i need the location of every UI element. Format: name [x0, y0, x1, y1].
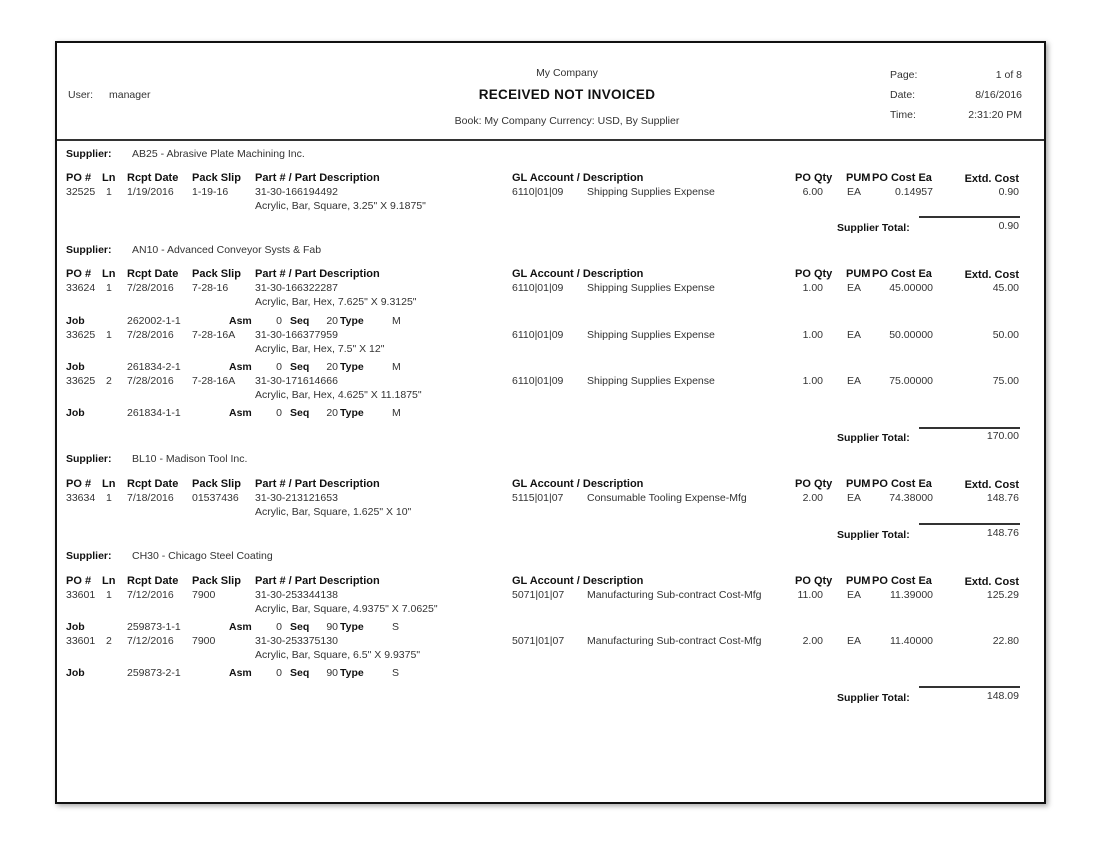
gl-description: Shipping Supplies Expense — [587, 282, 715, 294]
seq-value: 90 — [326, 667, 338, 679]
extended-cost: 125.29 — [986, 589, 1019, 601]
po-number: 33601 — [66, 635, 96, 647]
col-header-gl-account: GL Account / Description — [512, 575, 644, 587]
supplier-total-value: 148.76 — [986, 527, 1019, 539]
asm-value: 0 — [276, 621, 282, 633]
pack-slip: 7-28-16 — [192, 282, 229, 294]
extended-cost: 45.00 — [992, 282, 1019, 294]
col-header-pack-slip: Pack Slip — [192, 478, 241, 490]
col-header-gl-account: GL Account / Description — [512, 268, 644, 280]
supplier-name: CH30 - Chicago Steel Coating — [132, 550, 273, 562]
po-qty: 6.00 — [802, 186, 823, 198]
page-value: 1 of 8 — [995, 69, 1022, 81]
part-description: Acrylic, Bar, Square, 3.25" X 9.1875" — [255, 200, 426, 212]
total-rule — [919, 523, 1020, 525]
seq-label: Seq — [290, 667, 310, 679]
job-label: Job — [66, 621, 85, 633]
seq-value: 20 — [326, 315, 338, 327]
line-number: 1 — [106, 492, 112, 504]
col-header-rcpt-date: Rcpt Date — [127, 575, 179, 587]
total-rule — [919, 686, 1020, 688]
job-number: 261834-2-1 — [127, 361, 181, 373]
po-number: 32525 — [66, 186, 96, 198]
asm-label: Asm — [229, 315, 252, 327]
type-label: Type — [340, 361, 364, 373]
asm-label: Asm — [229, 407, 252, 419]
pack-slip: 7-28-16A — [192, 375, 236, 387]
supplier-name: BL10 - Madison Tool Inc. — [132, 453, 248, 465]
part-number: 31-30-171614666 — [255, 375, 338, 387]
col-header-extd-cost: Extd. Cost — [964, 269, 1019, 281]
po-qty: 11.00 — [797, 589, 823, 601]
col-header-po-qty: PO Qty — [795, 575, 833, 587]
seq-value: 20 — [326, 407, 338, 419]
job-number: 259873-2-1 — [127, 667, 181, 679]
pum: EA — [847, 329, 862, 341]
type-value: S — [392, 667, 400, 679]
page-label: Page: — [890, 69, 918, 81]
part-description: Acrylic, Bar, Square, 6.5" X 9.9375" — [255, 649, 421, 661]
col-header-po-cost: PO Cost Ea — [872, 478, 932, 490]
seq-label: Seq — [290, 361, 310, 373]
type-value: M — [392, 315, 401, 327]
total-rule — [919, 427, 1020, 429]
type-label: Type — [340, 407, 364, 419]
user-label: User: — [68, 89, 94, 101]
col-header-pack-slip: Pack Slip — [192, 172, 241, 184]
col-header-po-qty: PO Qty — [795, 478, 833, 490]
part-number: 31-30-166322287 — [255, 282, 338, 294]
supplier-label: Supplier: — [66, 453, 112, 465]
col-header-ln: Ln — [102, 478, 116, 490]
col-header-po-qty: PO Qty — [795, 172, 833, 184]
asm-label: Asm — [229, 667, 252, 679]
col-header-pack-slip: Pack Slip — [192, 268, 241, 280]
gl-description: Shipping Supplies Expense — [587, 375, 715, 387]
supplier-total-value: 0.90 — [998, 220, 1019, 232]
po-cost-each: 50.00000 — [889, 329, 933, 341]
receipt-date: 7/12/2016 — [127, 589, 174, 601]
supplier-name: AN10 - Advanced Conveyor Systs & Fab — [132, 244, 322, 256]
receipt-date: 7/28/2016 — [127, 375, 174, 387]
line-number: 1 — [106, 329, 112, 341]
col-header-po-qty: PO Qty — [795, 268, 833, 280]
pack-slip: 1-19-16 — [192, 186, 229, 198]
pack-slip: 01537436 — [192, 492, 239, 504]
gl-account: 5115|01|07 — [512, 492, 564, 504]
col-header-extd-cost: Extd. Cost — [964, 479, 1019, 491]
po-qty: 1.00 — [802, 282, 823, 294]
part-description: Acrylic, Bar, Square, 4.9375" X 7.0625" — [255, 603, 438, 615]
type-label: Type — [340, 621, 364, 633]
report-page — [55, 41, 1046, 804]
col-header-part: Part # / Part Description — [255, 575, 380, 587]
job-number: 262002-1-1 — [127, 315, 181, 327]
type-value: S — [392, 621, 400, 633]
gl-description: Manufacturing Sub-contract Cost-Mfg — [587, 589, 762, 601]
supplier-label: Supplier: — [66, 550, 112, 562]
col-header-rcpt-date: Rcpt Date — [127, 478, 179, 490]
extended-cost: 75.00 — [992, 375, 1019, 387]
date-value: 8/16/2016 — [975, 89, 1022, 101]
col-header-pum: PUM — [846, 172, 871, 184]
po-number: 33601 — [66, 589, 96, 601]
asm-label: Asm — [229, 621, 252, 633]
line-number: 1 — [106, 186, 112, 198]
pum: EA — [847, 635, 862, 647]
company-name: My Company — [536, 67, 598, 79]
supplier-label: Supplier: — [66, 244, 112, 256]
supplier-total-label: Supplier Total: — [837, 529, 910, 541]
job-label: Job — [66, 667, 85, 679]
part-description: Acrylic, Bar, Hex, 7.5" X 12" — [255, 343, 385, 355]
col-header-pum: PUM — [846, 575, 871, 587]
supplier-total-value: 148.09 — [986, 690, 1019, 702]
po-number: 33634 — [66, 492, 96, 504]
line-number: 1 — [106, 589, 112, 601]
part-description: Acrylic, Bar, Square, 1.625" X 10" — [255, 506, 412, 518]
pum: EA — [847, 186, 862, 198]
pum: EA — [847, 492, 862, 504]
po-cost-each: 11.40000 — [889, 635, 933, 647]
po-number: 33625 — [66, 329, 96, 341]
asm-label: Asm — [229, 361, 252, 373]
report-subtitle: Book: My Company Currency: USD, By Supplier — [454, 115, 680, 127]
time-value: 2:31:20 PM — [968, 109, 1022, 121]
supplier-name: AB25 - Abrasive Plate Machining Inc. — [132, 148, 305, 160]
seq-label: Seq — [290, 407, 310, 419]
asm-value: 0 — [276, 407, 282, 419]
col-header-rcpt-date: Rcpt Date — [127, 172, 179, 184]
job-label: Job — [66, 361, 85, 373]
col-header-part: Part # / Part Description — [255, 268, 380, 280]
pum: EA — [847, 282, 862, 294]
total-rule — [919, 216, 1020, 218]
supplier-total-label: Supplier Total: — [837, 432, 910, 444]
asm-value: 0 — [276, 667, 282, 679]
asm-value: 0 — [276, 361, 282, 373]
col-header-rcpt-date: Rcpt Date — [127, 268, 179, 280]
job-label: Job — [66, 315, 85, 327]
gl-account: 5071|01|07 — [512, 635, 565, 647]
job-number: 259873-1-1 — [127, 621, 181, 633]
seq-value: 90 — [326, 621, 338, 633]
part-number: 31-30-166194492 — [255, 186, 338, 198]
receipt-date: 1/19/2016 — [127, 186, 174, 198]
col-header-ln: Ln — [102, 268, 116, 280]
asm-value: 0 — [276, 315, 282, 327]
type-label: Type — [340, 667, 364, 679]
pack-slip: 7-28-16A — [192, 329, 236, 341]
gl-account: 6110|01|09 — [512, 186, 564, 198]
job-label: Job — [66, 407, 85, 419]
seq-value: 20 — [326, 361, 338, 373]
col-header-gl-account: GL Account / Description — [512, 478, 644, 490]
gl-description: Shipping Supplies Expense — [587, 329, 715, 341]
po-qty: 2.00 — [802, 635, 823, 647]
report-title: RECEIVED NOT INVOICED — [478, 87, 656, 102]
gl-description: Consumable Tooling Expense-Mfg — [587, 492, 747, 504]
po-number: 33625 — [66, 375, 96, 387]
receipt-date: 7/28/2016 — [127, 282, 174, 294]
gl-description: Shipping Supplies Expense — [587, 186, 715, 198]
col-header-extd-cost: Extd. Cost — [964, 576, 1019, 588]
gl-account: 6110|01|09 — [512, 375, 564, 387]
part-number: 31-30-253344138 — [255, 589, 338, 601]
date-label: Date: — [890, 89, 916, 101]
po-cost-each: 11.39000 — [889, 589, 933, 601]
po-qty: 1.00 — [802, 329, 823, 341]
col-header-ln: Ln — [102, 172, 116, 184]
pack-slip: 7900 — [192, 589, 216, 601]
extended-cost: 0.90 — [998, 186, 1019, 198]
col-header-part: Part # / Part Description — [255, 478, 380, 490]
part-number: 31-30-213121653 — [255, 492, 338, 504]
col-header-po: PO # — [66, 575, 92, 587]
part-number: 31-30-166377959 — [255, 329, 338, 341]
po-cost-each: 74.38000 — [889, 492, 933, 504]
line-number: 2 — [106, 375, 112, 387]
supplier-total-label: Supplier Total: — [837, 222, 910, 234]
col-header-extd-cost: Extd. Cost — [964, 173, 1019, 185]
pum: EA — [847, 375, 862, 387]
col-header-po: PO # — [66, 268, 92, 280]
supplier-label: Supplier: — [66, 148, 112, 160]
po-cost-each: 0.14957 — [895, 186, 933, 198]
col-header-po-cost: PO Cost Ea — [872, 268, 932, 280]
seq-label: Seq — [290, 621, 310, 633]
pum: EA — [847, 589, 862, 601]
extended-cost: 148.76 — [986, 492, 1019, 504]
user-value: manager — [109, 89, 151, 101]
supplier-total-value: 170.00 — [986, 430, 1019, 442]
pack-slip: 7900 — [192, 635, 216, 647]
receipt-date: 7/28/2016 — [127, 329, 174, 341]
col-header-ln: Ln — [102, 575, 116, 587]
po-qty: 1.00 — [802, 375, 823, 387]
po-qty: 2.00 — [802, 492, 823, 504]
receipt-date: 7/18/2016 — [127, 492, 174, 504]
col-header-po-cost: PO Cost Ea — [872, 172, 932, 184]
type-value: M — [392, 407, 401, 419]
gl-description: Manufacturing Sub-contract Cost-Mfg — [587, 635, 762, 647]
part-description: Acrylic, Bar, Hex, 7.625" X 9.3125" — [255, 296, 417, 308]
receipt-date: 7/12/2016 — [127, 635, 174, 647]
seq-label: Seq — [290, 315, 310, 327]
line-number: 2 — [106, 635, 112, 647]
col-header-po-cost: PO Cost Ea — [872, 575, 932, 587]
supplier-total-label: Supplier Total: — [837, 692, 910, 704]
header-divider — [57, 139, 1044, 141]
line-number: 1 — [106, 282, 112, 294]
col-header-pum: PUM — [846, 478, 871, 490]
po-number: 33624 — [66, 282, 96, 294]
col-header-pum: PUM — [846, 268, 871, 280]
po-cost-each: 75.00000 — [889, 375, 933, 387]
po-cost-each: 45.00000 — [889, 282, 933, 294]
col-header-part: Part # / Part Description — [255, 172, 380, 184]
extended-cost: 22.80 — [992, 635, 1019, 647]
gl-account: 6110|01|09 — [512, 329, 564, 341]
gl-account: 5071|01|07 — [512, 589, 565, 601]
time-label: Time: — [890, 109, 916, 121]
extended-cost: 50.00 — [992, 329, 1019, 341]
part-number: 31-30-253375130 — [255, 635, 338, 647]
col-header-gl-account: GL Account / Description — [512, 172, 644, 184]
col-header-po: PO # — [66, 478, 92, 490]
type-value: M — [392, 361, 401, 373]
type-label: Type — [340, 315, 364, 327]
part-description: Acrylic, Bar, Hex, 4.625" X 11.1875" — [255, 389, 422, 401]
gl-account: 6110|01|09 — [512, 282, 564, 294]
job-number: 261834-1-1 — [127, 407, 181, 419]
col-header-po: PO # — [66, 172, 92, 184]
col-header-pack-slip: Pack Slip — [192, 575, 241, 587]
